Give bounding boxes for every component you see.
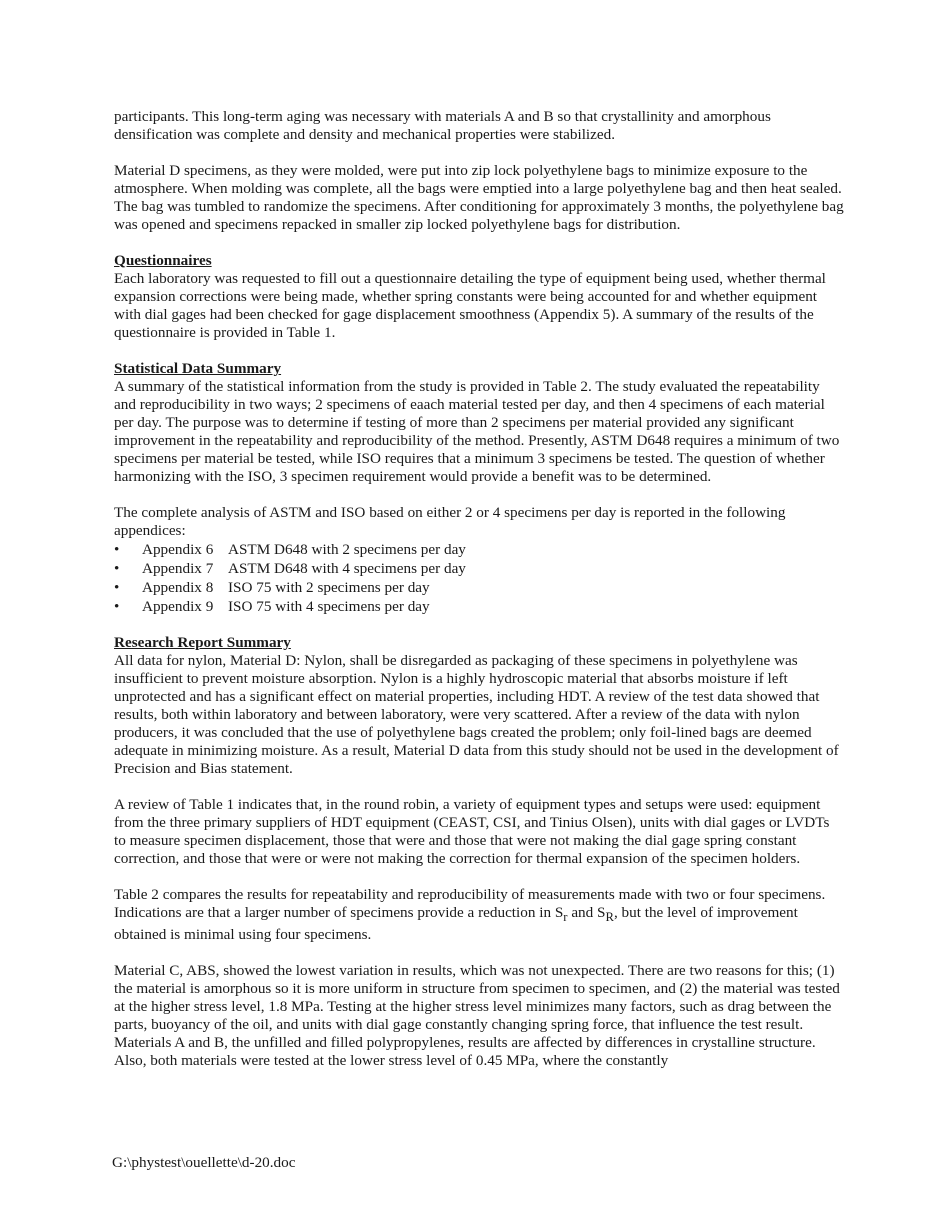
appendix-label: Appendix 8 bbox=[142, 579, 214, 596]
heading-questionnaires: Questionnaires bbox=[114, 252, 212, 269]
appendix-label: Appendix 7 bbox=[142, 560, 214, 577]
list-item bbox=[114, 597, 844, 616]
bullet-icon: • bbox=[114, 541, 120, 558]
paragraph-material-d-packaging: Material D specimens, as they were molded, were put into zip lock polyethylene bags to minimize exposure to the atmosphere. When molding was complete, all the bags were emptied into a large polyethylene bag and then heat sealed. The bag was tumbled to randomize the specimens. After conditioning for approximately 3 months, the polyethylene bag was opened and specimens repacked in smaller zip locked polyethylene bags for distribution. bbox=[114, 162, 844, 233]
footer-file-path: G:\phystest\ouellette\d-20.doc bbox=[112, 1154, 296, 1171]
list-item bbox=[114, 559, 844, 578]
table2-text-and: and S bbox=[567, 904, 606, 921]
paragraph-nylon-disregard: All data for nylon, Material D: Nylon, shall be disregarded as packaging of these specimens in polyethylene was insufficient to prevent moisture absorption. Nylon is a highly hydroscopic material that absorbs moisture if left unprotected and has a significant effect on material properties, including HDT. A review of the test data showed that results, both within laboratory and between laboratory, were very scattered. After a review of the data with nylon producers, it was concluded that the use of polyethylene bags created the problem; only foil-lined bags are deemed adequate in minimizing moisture. As a result, Material D data from this study should not be used in the development of Precision and Bias statement. bbox=[114, 652, 839, 777]
section-statistical-summary bbox=[114, 360, 844, 486]
bullet-icon: • bbox=[114, 560, 120, 577]
subscript-r: r bbox=[563, 910, 568, 925]
paragraph-table1-review: A review of Table 1 indicates that, in the round robin, a variety of equipment types and setups were used: equipment from the three primary suppliers of HDT equipment (CEAST, CSI, and Tinius Olsen), units with dial gages or LVDTs to measure specimen displacement, those that were and those that were not making the dial gage spring constant correction, and those that were or were not making the correction for thermal expansion of the specimen holders. bbox=[114, 796, 830, 867]
appendix-description: ASTM D648 with 4 specimens per day bbox=[228, 560, 466, 577]
paragraph-questionnaires: Each laboratory was requested to fill out a questionnaire detailing the type of equipment being used, whether thermal expansion corrections were being made, whether spring constants were being accounted for and whether equipment with dial gages had been checked for gage displacement smoothness (Appendix 5). A summary of the results of the questionnaire is provided in Table 1. bbox=[114, 270, 826, 341]
bullet-icon: • bbox=[114, 579, 120, 596]
table2-text-end: , but the level of improvement obtained is minimal using four specimens. bbox=[114, 904, 798, 944]
subscript-R: R bbox=[605, 910, 614, 925]
paragraph-material-c: Material C, ABS, showed the lowest variation in results, which was not unexpected. There are two reasons for this; (1) the material is amorphous so it is more uniform in structure from specimen to specimen, and (2) the material was tested at the higher stress level, 1.8 MPa. Testing at the higher stress level minimizes many factors, such as drag between the parts, buoyancy of the oil, and units with dial gage constantly changing spring force, that influence the test result. Materials A and B, the unfilled and filled polypropylenes, results are affected by differences in crystalline structure. Also, both materials were tested at the lower stress level of 0.45 MPa, where the constantly bbox=[114, 962, 840, 1070]
section-questionnaires bbox=[114, 252, 844, 342]
list-item bbox=[114, 578, 844, 597]
appendix-description: ISO 75 with 4 specimens per day bbox=[228, 598, 430, 615]
appendix-description: ISO 75 with 2 specimens per day bbox=[228, 579, 430, 596]
heading-statistical-summary: Statistical Data Summary bbox=[114, 360, 282, 377]
appendix-label: Appendix 6 bbox=[142, 541, 214, 558]
appendix-list bbox=[114, 540, 844, 616]
section-research-summary bbox=[114, 634, 844, 778]
list-item bbox=[114, 540, 844, 559]
paragraph-analysis-intro: The complete analysis of ASTM and ISO based on either 2 or 4 specimens per day is reported in the following appendices: bbox=[114, 504, 786, 539]
paragraph-aging: participants. This long-term aging was necessary with materials A and B so that crystallinity and amorphous densification was complete and density and mechanical properties were stabilized. bbox=[114, 108, 771, 143]
appendix-label: Appendix 9 bbox=[142, 598, 214, 615]
table2-text-start: Table 2 compares the results for repeatability and reproducibility of measurements made with two or four specimens. Indications are that a larger number of specimens provide a reduction in S bbox=[114, 886, 826, 921]
paragraph-table2-comparison bbox=[114, 886, 844, 944]
document-body bbox=[114, 108, 844, 1088]
paragraph-statistical-summary: A summary of the statistical information from the study is provided in Table 2. The study evaluated the repeatability and reproducibility in two ways; 2 specimens of eaach material tested per day, and then 4 specimens of each material per day. The purpose was to determine if testing of more than 2 specimens per material provided any significant improvement in the repeatability and reproducibility of the method. Presently, ASTM D648 requires a minimum of two specimens per material be tested, while ISO requires that a minimum 3 specimens be tested. The question of whether harmonizing with the ISO, 3 specimen requirement would provide a benefit was to be determined. bbox=[114, 378, 840, 485]
appendix-description: ASTM D648 with 2 specimens per day bbox=[228, 541, 466, 558]
heading-research-summary: Research Report Summary bbox=[114, 634, 291, 651]
bullet-icon: • bbox=[114, 598, 120, 615]
